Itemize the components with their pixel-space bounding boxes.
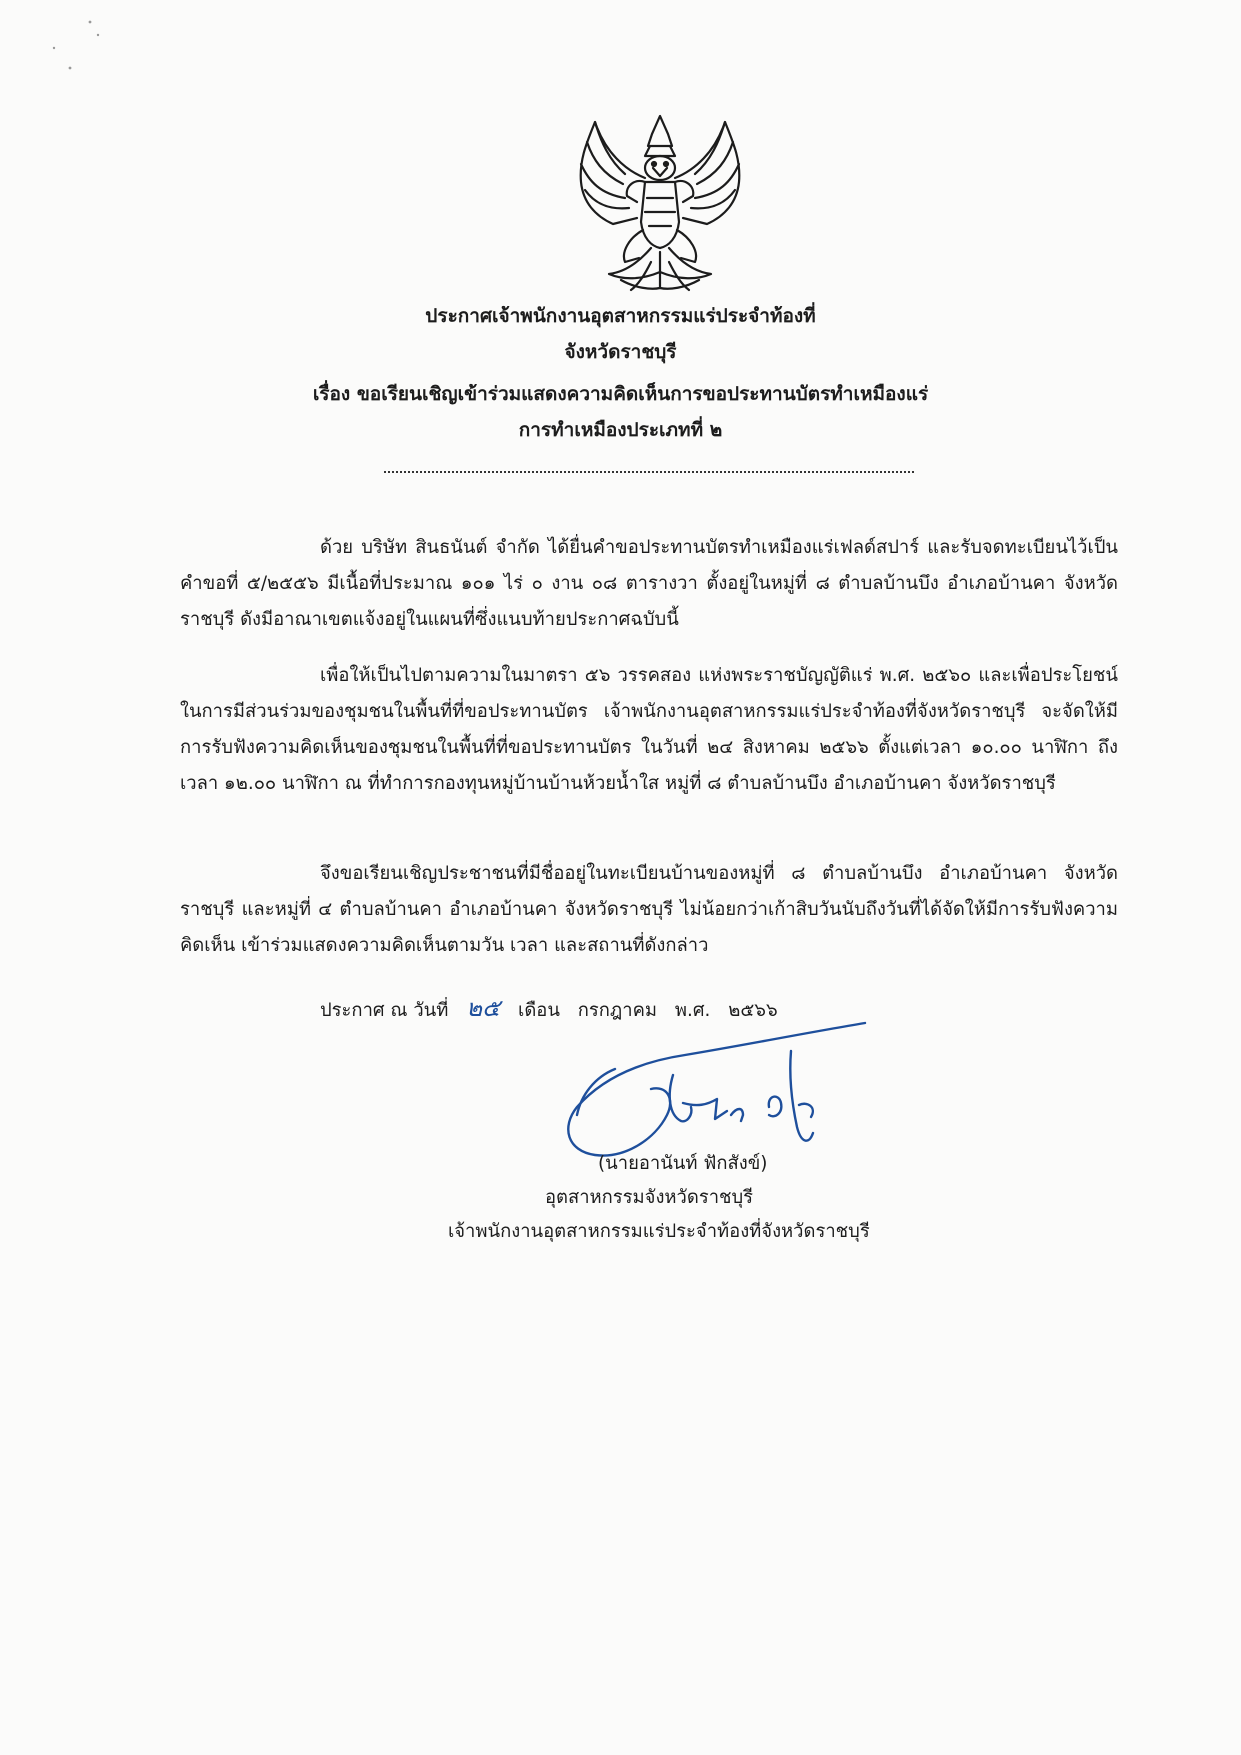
handwritten-signature bbox=[555, 1015, 875, 1165]
paragraph-3-text: จึงขอเรียนเชิญประชาชนที่มีชื่ออยู่ในทะเบียนบ้านของหมู่ที่ ๘ ตำบลบ้านบึง อำเภอบ้านคา จังหวัดราชบุรี และหมู่ที่ ๔ ตำบลบ้านคา อำเภอบ้านคา จังหวัดราชบุรี ไม่น้อยกว่าเก้าสิบวันนับถึงวันที่ได้จัดให้มีการรับฟังความคิดเห็น เข้าร่วมแสดงความคิดเห็นตามวัน เวลา และสถานที่ดังกล่าว bbox=[180, 863, 1118, 956]
paragraph-2 bbox=[180, 658, 1118, 802]
heading-line-2: จังหวัดราชบุรี bbox=[564, 341, 677, 363]
heading-subject: เรื่อง ขอเรียนเชิญเข้าร่วมแสดงความคิดเห็นการขอประทานบัตรทำเหมืองแร่ bbox=[312, 383, 929, 405]
date-month-label: เดือน bbox=[518, 1000, 560, 1021]
dotted-separator bbox=[384, 471, 914, 473]
date-year-label: พ.ศ. bbox=[674, 1000, 711, 1021]
signatory-title-1: อุตสาหกรรมจังหวัดราชบุรี bbox=[545, 1187, 754, 1208]
signatory-name: (นายอานันท์ ฟักสังข์) bbox=[598, 1153, 768, 1174]
date-month: กรกฎาคม bbox=[577, 1000, 658, 1021]
paragraph-2-text: เพื่อให้เป็นไปตามความในมาตรา ๕๖ วรรคสอง แห่งพระราชบัญญัติแร่ พ.ศ. ๒๕๖๐ และเพื่อประโยชน์ในการมีส่วนร่วมของชุมชนในพื้นที่ที่ขอประทานบัตร เจ้าพนักงานอุตสาหกรรมแร่ประจำท้องที่จังหวัดราชบุรี จะจัดให้มีการรับฟังความคิดเห็นของชุมชนในพื้นที่ที่ขอประทานบัตร ในวันที่ ๒๔ สิงหาคม ๒๕๖๖ ตั้งแต่เวลา ๑๐.๐๐ นาฬิกา ถึงเวลา ๑๒.๐๐ นาฬิกา ณ ที่ทำการกองทุนหมู่บ้านบ้านห้วยน้ำใส หมู่ที่ ๘ ตำบลบ้านบึง อำเภอบ้านคา จังหวัดราชบุรี bbox=[180, 665, 1118, 794]
heading-line-1: ประกาศเจ้าพนักงานอุตสาหกรรมแร่ประจำท้องที่ bbox=[425, 305, 816, 327]
paragraph-3 bbox=[180, 856, 1118, 964]
paragraph-1 bbox=[180, 530, 1118, 638]
paragraph-1-text: ด้วย บริษัท สินธนันต์ จำกัด ได้ยื่นคำขอประทานบัตรทำเหมืองแร่เฟลด์สปาร์ และรับจดทะเบียนไว้เป็นคำขอที่ ๕/๒๕๕๖ มีเนื้อที่ประมาณ ๑๐๑ ไร่ ๐ งาน ๐๘ ตารางวา ตั้งอยู่ในหมู่ที่ ๘ ตำบลบ้านบึง อำเภอบ้านคา จังหวัดราชบุรี ดังมีอาณาเขตแจ้งอยู่ในแผนที่ซึ่งแนบท้ายประกาศฉบับนี้ bbox=[180, 537, 1118, 630]
garuda-emblem-icon bbox=[565, 112, 755, 294]
heading-line-4: การทำเหมืองประเภทที่ ๒ bbox=[518, 419, 723, 441]
date-day-handwritten: ๒๕ bbox=[466, 994, 501, 1022]
date-year: ๒๕๖๖ bbox=[728, 1000, 778, 1021]
signatory-title-2: เจ้าพนักงานอุตสาหกรรมแร่ประจำท้องที่จังหวัดราชบุรี bbox=[448, 1221, 870, 1242]
scan-specks bbox=[40, 10, 140, 80]
date-prefix: ประกาศ ณ วันที่ bbox=[320, 1000, 449, 1021]
